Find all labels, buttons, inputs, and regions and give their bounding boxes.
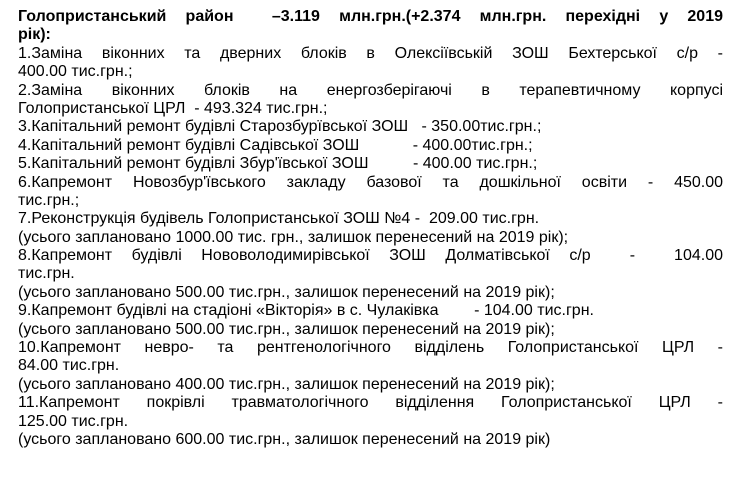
item-8 <box>18 247 723 302</box>
item-6 <box>18 174 723 211</box>
heading-line-1: Голопристанський район –3.119 млн.грн.(+2.374 млн.грн. перехідні у 2019 <box>18 8 723 25</box>
document-body <box>18 8 723 449</box>
item-line: 5.Капітальний ремонт будівлі Збур'ївської ЗОШ - 400.00 тис.грн.; <box>18 155 538 173</box>
item-4 <box>18 137 723 155</box>
item-line: 400.00 тис.грн.; <box>18 63 133 81</box>
item-2 <box>18 82 723 119</box>
item-line: 8.Капремонт будівлі Нововолодимирівської ЗОШ Долматівської с/р - 104.00 <box>18 247 723 265</box>
item-line: Голопристанської ЦРЛ - 493.324 тис.грн.; <box>18 99 328 117</box>
item-note: (усього заплановано 500.00 тис.грн., залишок перенесений на 2019 рік); <box>18 320 555 338</box>
item-line: 125.00 тис.грн. <box>18 412 129 430</box>
item-line: 9.Капремонт будівлі на стадіоні «Вікторія» в с. Чулаківка - 104.00 тис.грн. <box>18 302 594 320</box>
item-line: 1.Заміна віконних та дверних блоків в Олексіївській ЗОШ Бехтерської с/р - <box>18 44 723 62</box>
item-line: 7.Реконструкція будівель Голопристанської ЗОШ №4 - 209.00 тис.грн. <box>18 210 540 228</box>
item-10 <box>18 339 723 394</box>
heading-line-2: рік): <box>18 26 51 44</box>
item-note: (усього заплановано 500.00 тис.грн., залишок перенесений на 2019 рік); <box>18 283 555 301</box>
item-line: 11.Капремонт покрівлі травматологічного відділення Голопристанської ЦРЛ - <box>18 394 723 412</box>
item-1 <box>18 45 723 82</box>
item-note: (усього заплановано 400.00 тис.грн., залишок перенесений на 2019 рік); <box>18 375 555 393</box>
item-note: (усього заплановано 600.00 тис.грн., залишок перенесений на 2019 рік) <box>18 430 551 448</box>
item-line: 10.Капремонт невро- та рентгенологічного відділень Голопристанської ЦРЛ - <box>18 339 723 357</box>
item-9 <box>18 302 723 339</box>
item-7 <box>18 210 723 247</box>
item-line: 2.Заміна віконних блоків на енергозберігаючі в терапевтичному корпусі <box>18 81 723 99</box>
item-line: 6.Капремонт Новозбур'ївського закладу базової та дошкільної освіти - 450.00 <box>18 173 723 191</box>
item-11 <box>18 394 723 449</box>
item-line: тис.грн. <box>18 265 75 283</box>
item-5 <box>18 155 723 173</box>
item-line: тис.грн.; <box>18 191 80 209</box>
item-note: (усього заплановано 1000.00 тис. грн., залишок перенесений на 2019 рік); <box>18 228 569 246</box>
item-line: 84.00 тис.грн. <box>18 357 120 375</box>
item-line: 4.Капітальний ремонт будівлі Садівської ЗОШ - 400.00тис.грн.; <box>18 136 533 154</box>
item-3 <box>18 118 723 136</box>
item-line: 3.Капітальний ремонт будівлі Старозбурївської ЗОШ - 350.00тис.грн.; <box>18 118 542 136</box>
